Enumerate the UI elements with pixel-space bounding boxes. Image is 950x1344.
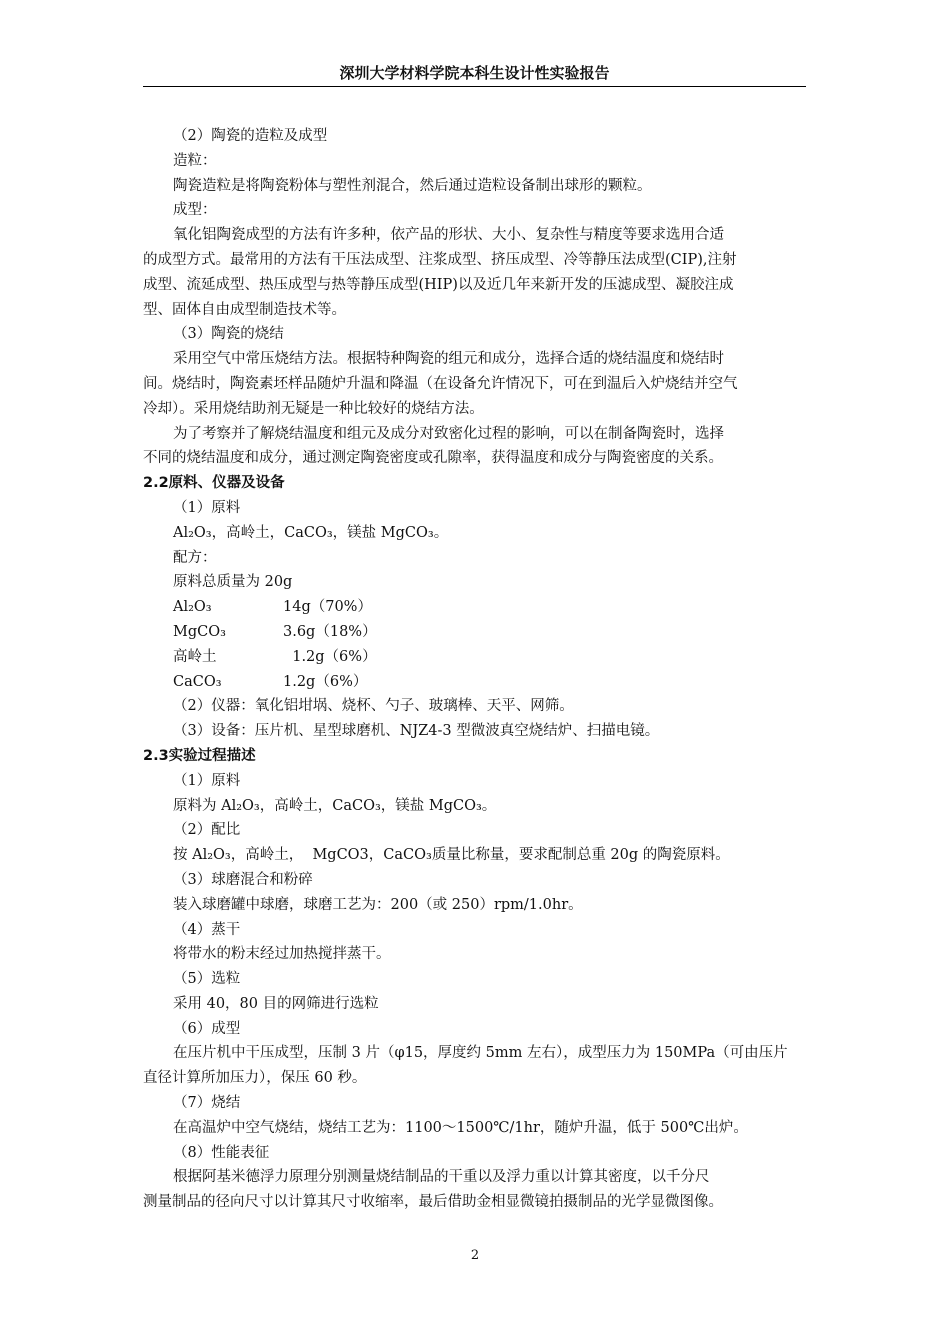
- equipment-line: （3）设备：压片机、星型球磨机、NJZ4-3 型微波真空烧结炉、扫描电镜。: [173, 723, 660, 740]
- label: 造粒：: [173, 152, 217, 169]
- step-text: 直径计算所加压力），保压 60 秒。: [143, 1070, 367, 1087]
- step-text: 原料为 Al₂O₃，高岭土，CaCO₃，镁盐 MgCO₃。: [173, 797, 497, 814]
- recipe-name: MgCO₃: [173, 623, 226, 640]
- header-rule: [143, 86, 806, 87]
- step-text: 测量制品的径向尺寸以计算其尺寸收缩率，最后借助金相显微镜拍摄制品的光学显微图像。: [143, 1194, 723, 1211]
- page-header-title: 深圳大学材料学院本科生设计性实验报告: [339, 64, 610, 82]
- step-title: （1）原料: [173, 772, 241, 789]
- paragraph: 原料总质量为 20g: [173, 574, 293, 591]
- recipe-amount: 14g（70%）: [283, 599, 372, 616]
- label: 配方：: [173, 549, 217, 566]
- recipe-row: [143, 620, 809, 645]
- recipe-amount: 1.2g（6%）: [283, 648, 377, 665]
- page-number: 2: [470, 1248, 480, 1263]
- paragraph-line: 的成型方式。最常用的方法有干压法成型、注浆成型、挤压成型、冷等静压法成型(CIP),注射: [143, 251, 737, 268]
- step-text: 装入球磨罐中球磨，球磨工艺为：200（或 250）rpm/1.0hr。: [173, 896, 583, 913]
- paragraph-line: 采用空气中常压烧结方法。根据特种陶瓷的组元和成分，选择合适的烧结温度和烧结时: [173, 351, 724, 368]
- step-title: （3）球磨混合和粉碎: [173, 871, 313, 888]
- subsection-title: （1）原料: [173, 499, 241, 516]
- recipe-row: [143, 595, 809, 620]
- document-body: [143, 124, 809, 1215]
- step-title: （2）配比: [173, 822, 241, 839]
- paragraph: 陶瓷造粒是将陶瓷粉体与塑性剂混合，然后通过造粒设备制出球形的颗粒。: [173, 177, 652, 194]
- step-title: （7）烧结: [173, 1095, 241, 1112]
- step-title: （8）性能表征: [173, 1144, 270, 1161]
- label: 成型：: [173, 202, 217, 219]
- step-text: 根据阿基米德浮力原理分别测量烧结制品的干重以及浮力重以计算其密度，以千分尺: [173, 1169, 710, 1186]
- step-title: （6）成型: [173, 1020, 241, 1037]
- paragraph-line: 成型、流延成型、热压成型与热等静压成型(HIP)以及近几年来新开发的压滤成型、凝胶注成: [143, 276, 734, 293]
- step-text: 在压片机中干压成型，压制 3 片（φ15，厚度约 5mm 左右），成型压力为 150MPa（可由压片: [173, 1045, 788, 1062]
- section-heading: 2.3实验过程描述: [143, 747, 256, 764]
- recipe-name: CaCO₃: [173, 673, 222, 690]
- recipe-amount: 1.2g（6%）: [283, 673, 368, 690]
- paragraph-line: 间。烧结时，陶瓷素坯样品随炉升温和降温（在设备允许情况下，可在到温后入炉烧结并空气: [143, 375, 738, 392]
- step-text: 按 Al₂O₃，高岭土， MgCO3，CaCO₃质量比称量，要求配制总重 20g 的陶瓷原料。: [173, 847, 730, 864]
- section-heading: 2.2原料、仪器及设备: [143, 475, 285, 492]
- step-title: （5）选粒: [173, 971, 241, 988]
- step-text: 将带水的粉末经过加热搅拌蒸干。: [173, 946, 391, 963]
- step-title: （4）蒸干: [173, 921, 241, 938]
- subsection-title: （2）陶瓷的造粒及成型: [173, 128, 328, 144]
- paragraph: Al₂O₃，高岭土，CaCO₃，镁盐 MgCO₃。: [173, 524, 449, 541]
- paragraph-line: 冷却）。采用烧结助剂无疑是一种比较好的烧结方法。: [143, 400, 484, 417]
- paragraph-line: 氧化铝陶瓷成型的方法有许多种，依产品的形状、大小、复杂性与精度等要求选用合适: [173, 227, 724, 244]
- recipe-row: [143, 670, 809, 695]
- paragraph-line: 型、固体自由成型制造技术等。: [143, 301, 346, 318]
- paragraph-line: 不同的烧结温度和成分，通过测定陶瓷密度或孔隙率，获得温度和成分与陶瓷密度的关系。: [143, 450, 723, 467]
- instruments-line: （2）仪器：氧化铝坩埚、烧杯、勺子、玻璃棒、天平、网筛。: [173, 698, 574, 715]
- subsection-title: （3）陶瓷的烧结: [173, 326, 284, 343]
- paragraph-line: 为了考察并了解烧结温度和组元及成分对致密化过程的影响，可以在制备陶瓷时，选择: [173, 425, 724, 442]
- recipe-name: 高岭土: [173, 648, 217, 665]
- recipe-name: Al₂O₃: [173, 599, 212, 616]
- recipe-amount: 3.6g（18%）: [283, 623, 377, 640]
- step-text: 采用 40，80 目的网筛进行选粒: [173, 995, 379, 1012]
- step-text: 在高温炉中空气烧结，烧结工艺为：1100～1500℃/1hr，随炉升温，低于 500℃出炉。: [173, 1119, 748, 1136]
- recipe-row: [143, 645, 809, 670]
